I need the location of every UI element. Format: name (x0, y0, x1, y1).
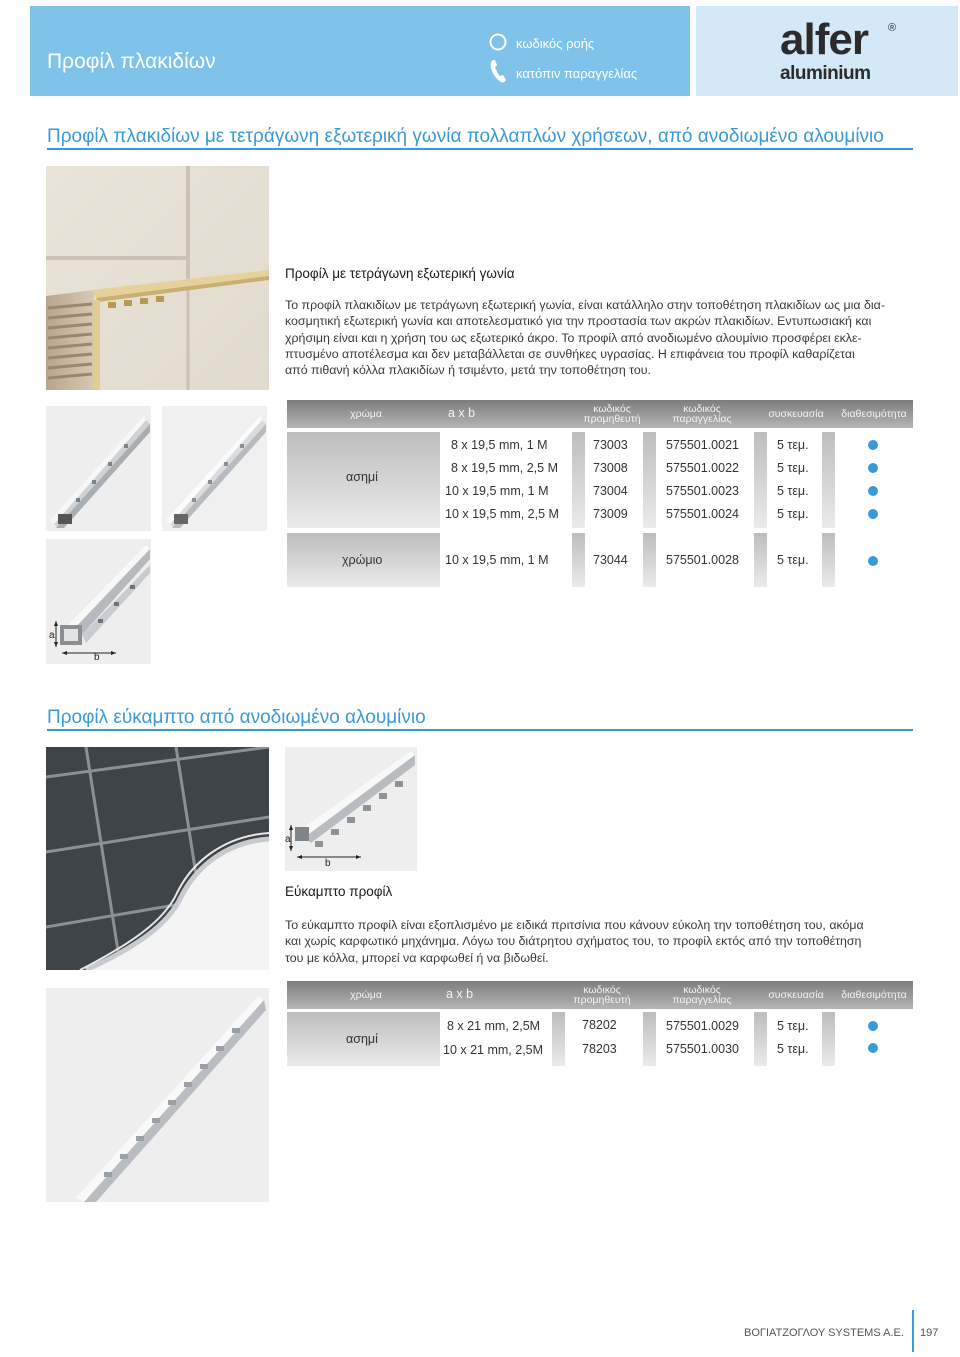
phone-icon (489, 58, 509, 84)
th-packaging: συσκευασία (768, 408, 824, 420)
table-row-supplier: 78202 (582, 1018, 617, 1032)
description-line: Το προφίλ πλακιδίων με τετράγωνη εξωτερική γωνία, είναι κατάλληλο στην τοποθέτηση πλακιδίων ως μια δια- (285, 298, 885, 312)
color-silver: ασημί (346, 1032, 378, 1046)
table-row-order: 575501.0029 (666, 1019, 739, 1033)
dim-b-label: b (94, 652, 100, 663)
table-row-size: 10 x 21 mm, 2,5M (443, 1043, 544, 1057)
availability-dot (868, 1021, 878, 1031)
availability-dot (868, 463, 878, 473)
th-supplier-code: κωδικός προμηθευτή (583, 403, 641, 425)
table-row-size: 8 x 19,5 mm, 1 M (451, 438, 548, 452)
availability-dot (868, 440, 878, 450)
table-row-order: 575501.0022 (666, 461, 739, 475)
th-color: χρώμα (350, 989, 382, 1001)
long-profile-photo (46, 988, 269, 1202)
legend-order: κατόπιν παραγγελίας (516, 66, 638, 81)
table-row-supplier: 73044 (593, 553, 628, 567)
table-row-order: 575501.0024 (666, 507, 739, 521)
legend-stock-code: κωδικός ροής (516, 36, 595, 51)
table-row-pack: 5 τεμ. (777, 553, 809, 567)
th-supplier-code: κωδικός προμηθευτή (573, 984, 631, 1006)
th-order-code: κωδικός παραγγελίας (672, 984, 732, 1006)
table-row-pack: 5 τεμ. (777, 507, 809, 521)
th-axb: a x b (446, 987, 474, 1001)
table-row-pack: 5 τεμ. (777, 1019, 809, 1033)
availability-dot (868, 509, 878, 519)
category-title: Προφίλ πλακιδίων (47, 50, 216, 73)
table-row-supplier: 73003 (593, 438, 628, 452)
section2-description (285, 917, 925, 966)
logo-alfer: alfer (780, 15, 868, 64)
flexible-profile-diagram (285, 747, 417, 871)
footer-company: ΒΟΓΙΑΤΖΟΓΛΟΥ SYSTEMS A.E. (744, 1327, 904, 1339)
availability-dot (868, 556, 878, 566)
table-row-supplier: 73009 (593, 507, 628, 521)
section2-title: Προφίλ εύκαμπτο από ανοδιωμένο αλουμίνιο (47, 707, 426, 728)
logo-registered: ® (888, 22, 897, 34)
table-row-supplier: 73008 (593, 461, 628, 475)
table-row-order: 575501.0028 (666, 553, 739, 567)
logo-aluminium: aluminium (780, 63, 871, 84)
color-silver: ασημί (346, 470, 378, 484)
table-row-pack: 5 τεμ. (777, 461, 809, 475)
page-number: 197 (920, 1327, 939, 1339)
th-color: χρώμα (350, 408, 382, 420)
section1-description (285, 297, 925, 378)
description-line: από πιθανή κόλλα πλακιδίων ή τσιμέντο, μετά την τοποθέτηση του. (285, 363, 651, 378)
th-axb: a x b (448, 406, 476, 420)
table-row-size: 10 x 19,5 mm, 2,5 M (445, 507, 559, 521)
table-row-pack: 5 τεμ. (777, 484, 809, 498)
table-row-order: 575501.0030 (666, 1042, 739, 1056)
th-order-code: κωδικός παραγγελίας (672, 403, 732, 425)
description-line: του με κόλλα, μπορεί να καρφωθεί ή να βιδωθεί. (285, 950, 549, 965)
circle-outline-icon (489, 33, 507, 51)
table-row-order: 575501.0023 (666, 484, 739, 498)
color-chrome: χρώμιο (342, 553, 383, 567)
dim-b-label: b (325, 858, 331, 869)
section2-underline (47, 729, 913, 731)
silver-profile-photo (46, 406, 151, 531)
table-row-pack: 5 τεμ. (777, 438, 809, 452)
section1-subtitle: Προφίλ με τετράγωνη εξωτερική γωνία (285, 266, 515, 281)
availability-dot (868, 486, 878, 496)
description-line: Το εύκαμπτο προφίλ είναι εξοπλισμένο με ειδικά πριτσίνια που κάνουν εύκολη την τοποθέτηση του, ακόμα (285, 918, 864, 932)
section1-title: Προφίλ πλακιδίων με τετράγωνη εξωτερική γωνία πολλαπλών χρήσεων, από ανοδιωμένο αλουμίνιο (47, 126, 884, 147)
section1-underline (47, 148, 913, 150)
dim-a-label: a (285, 834, 291, 845)
table-row-size: 8 x 21 mm, 2,5M (447, 1019, 541, 1033)
description-line: κοσμητική εξωτερική γωνία και αποτελεσματικό για την προστασία των ακρών πλακιδίων. Εντυπωσιακή και (285, 314, 872, 329)
table-row-size: 10 x 19,5 mm, 1 M (445, 484, 549, 498)
availability-dot (868, 1043, 878, 1053)
description-line: και χωρίς καρφωτικό μηχάνημα. Λόγω του διάτρητου σχήματος του, το προφίλ εκτός από την τοποθέτηση (285, 934, 862, 949)
description-line: πτυσμένο αποτέλεσμα και δεν μεταβάλλεται σε συνθήκες υγρασίας. Η επιφάνεια του προφίλ καθαρίζεται (285, 346, 855, 361)
table-row-size: 8 x 19,5 mm, 2,5 M (451, 461, 558, 475)
description-line: χρήσιμη είναι και η χρήση του ως εξωτερικό άκρο. Το προφίλ από ανοδιωμένο αλουμίνιο προσφέρει εκλε- (285, 330, 862, 345)
tile-corner-photo (46, 166, 269, 390)
table-row-supplier: 73004 (593, 484, 628, 498)
th-availability: διαθεσιμότητα (841, 408, 907, 420)
flexible-tile-photo (46, 747, 269, 970)
table-row-supplier: 78203 (582, 1042, 617, 1056)
table-row-pack: 5 τεμ. (777, 1042, 809, 1056)
footer-divider (912, 1310, 914, 1352)
table-row-size: 10 x 19,5 mm, 1 M (445, 553, 549, 567)
th-packaging: συσκευασία (768, 989, 824, 1001)
dim-a-label: a (49, 630, 55, 641)
profile-dimension-diagram (46, 539, 151, 664)
section2-subtitle: Εύκαμπτο προφίλ (285, 884, 393, 899)
silver-profile-photo-2 (162, 406, 267, 531)
th-availability: διαθεσιμότητα (841, 989, 907, 1001)
table-row-order: 575501.0021 (666, 438, 739, 452)
